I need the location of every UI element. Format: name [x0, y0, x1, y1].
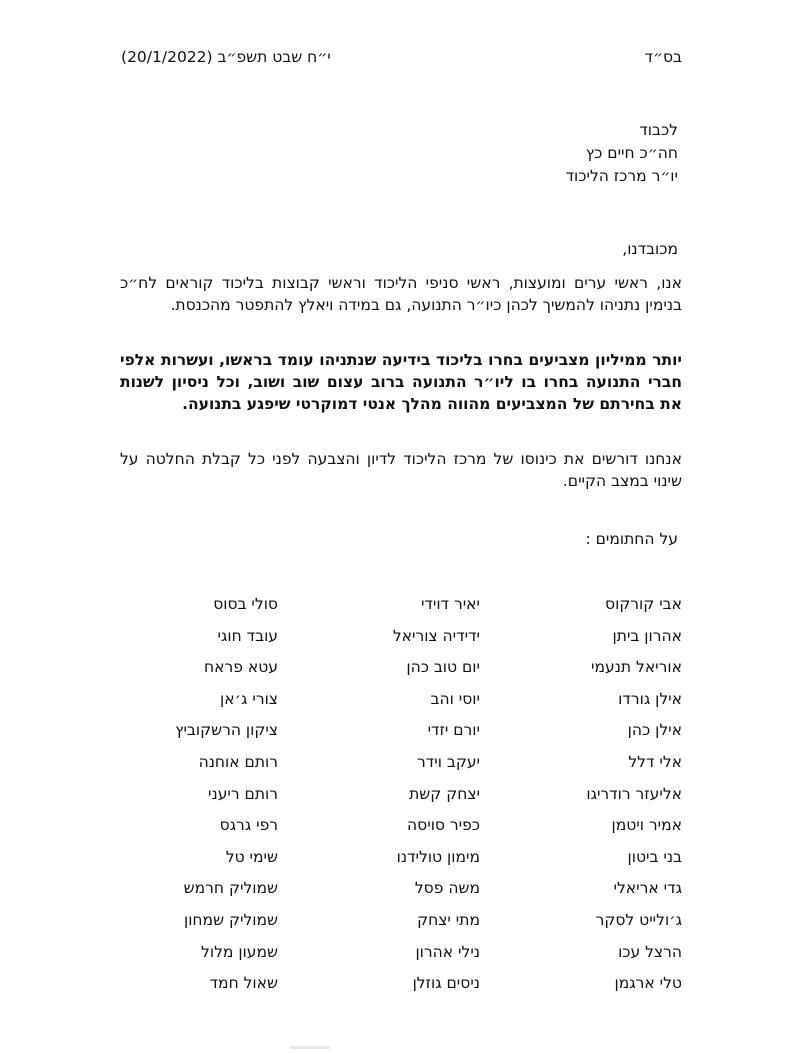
- signers-title: על החתומים :: [585, 530, 678, 548]
- signer-name: סולי בסוס: [213, 595, 278, 613]
- signer-name: אבי קורקוס: [605, 595, 682, 613]
- signer-name: מימון טולידנו: [396, 847, 480, 866]
- addressee-line-3: יו״ר מרכז הליכוד: [565, 167, 678, 185]
- signer-name: כפיר סויסה: [407, 816, 480, 835]
- signer-name: אהרון ביתן: [612, 626, 682, 645]
- signer-name: יוסי והב: [430, 689, 480, 708]
- signer-name: ציקון הרשקוביץ: [175, 721, 278, 740]
- signer-name: צורי ג׳אן: [220, 689, 278, 708]
- letter-date: י״ח שבט תשפ״ב (20/1/2022): [121, 48, 331, 66]
- signer-name: אילן גורדו: [618, 689, 682, 708]
- signer-name: עטא פראח: [204, 658, 278, 677]
- signer-name: יעקב וידר: [417, 752, 480, 771]
- paragraph-1: אנו, ראשי ערים ומועצות, ראשי סניפי הליכוד וראשי קבוצות בליכוד קוראים לח״כ בנימין נתניהו להמשיך לכהן כיו״ר התנועה, גם במידה ויאלץ להתפטר מהכנסת.: [120, 274, 682, 314]
- signer-name: שמוליק שמחון: [183, 910, 278, 929]
- signer-name: אילן כהן: [627, 721, 682, 740]
- signer-name: אמיר ויטמן: [611, 816, 682, 835]
- signer-name: הרצל עכו: [618, 942, 682, 961]
- signer-name: שימי טל: [225, 847, 278, 866]
- signer-name: אוריאל תנעמי: [591, 658, 682, 677]
- signers-column-2: [330, 593, 480, 1004]
- signer-name: גדי אריאלי: [613, 879, 682, 898]
- signers-column-3: [128, 593, 278, 1004]
- addressee-line-1: לכבוד: [639, 121, 678, 139]
- signer-name: רותם אוחנה: [198, 752, 278, 771]
- signer-name: יצחק קשת: [409, 784, 480, 803]
- signer-name: אליעזר רודריגו: [586, 784, 682, 803]
- signer-name: יורם יזדי: [427, 721, 480, 740]
- signer-name: ג׳ולייט לסקר: [595, 910, 682, 929]
- signer-name: שאול חמד: [209, 974, 278, 993]
- signer-name: בני ביטון: [627, 847, 682, 866]
- signer-name: רפי גרגס: [219, 816, 278, 835]
- signer-name: מתי יצחק: [417, 910, 480, 929]
- addressee-line-2: חה״כ חיים כץ: [585, 144, 678, 162]
- paragraph-2: יותר ממיליון מצביעים בחרו בליכוד בידיעה שנתניהו עומד בראשו, ועשרות אלפי חברי התנועה בחרו בו ליו״ר התנועה ברוב עצום שוב ושוב, וכל ניסיון לשנות את בחירתם של המצביעים מהווה מהלך אנטי דמוקרטי שיפגע בתנועה.: [120, 351, 682, 413]
- signer-name: רותם ריעני: [208, 784, 278, 803]
- signers-column-1: [532, 593, 682, 1004]
- signer-name: שמוליק חרמש: [183, 879, 278, 898]
- signer-name: יום טוב כהן: [406, 658, 480, 677]
- signer-name: אלי דלל: [628, 752, 682, 771]
- paragraph-3: אנחנו דורשים את כינוסו של מרכז הליכוד לדיון והצבעה לפני כל קבלת החלטה על שינוי במצב הקיים.: [120, 450, 682, 490]
- signer-name: משה פסל: [414, 879, 480, 898]
- bsd-header: בס״ד: [644, 48, 682, 66]
- signer-name: עובד חוגי: [217, 626, 278, 645]
- signer-name: טלי ארגמן: [614, 974, 682, 993]
- page-edge-mark: [290, 1046, 330, 1049]
- greeting: מכובדנו,: [622, 240, 678, 258]
- signer-name: נילי אהרון: [415, 942, 480, 961]
- signer-name: יאיר דוידי: [420, 595, 480, 613]
- signer-name: ניסים גוזלן: [412, 974, 480, 993]
- signer-name: שמעון מלול: [201, 942, 278, 961]
- signer-name: ידידיה צוריאל: [392, 626, 480, 645]
